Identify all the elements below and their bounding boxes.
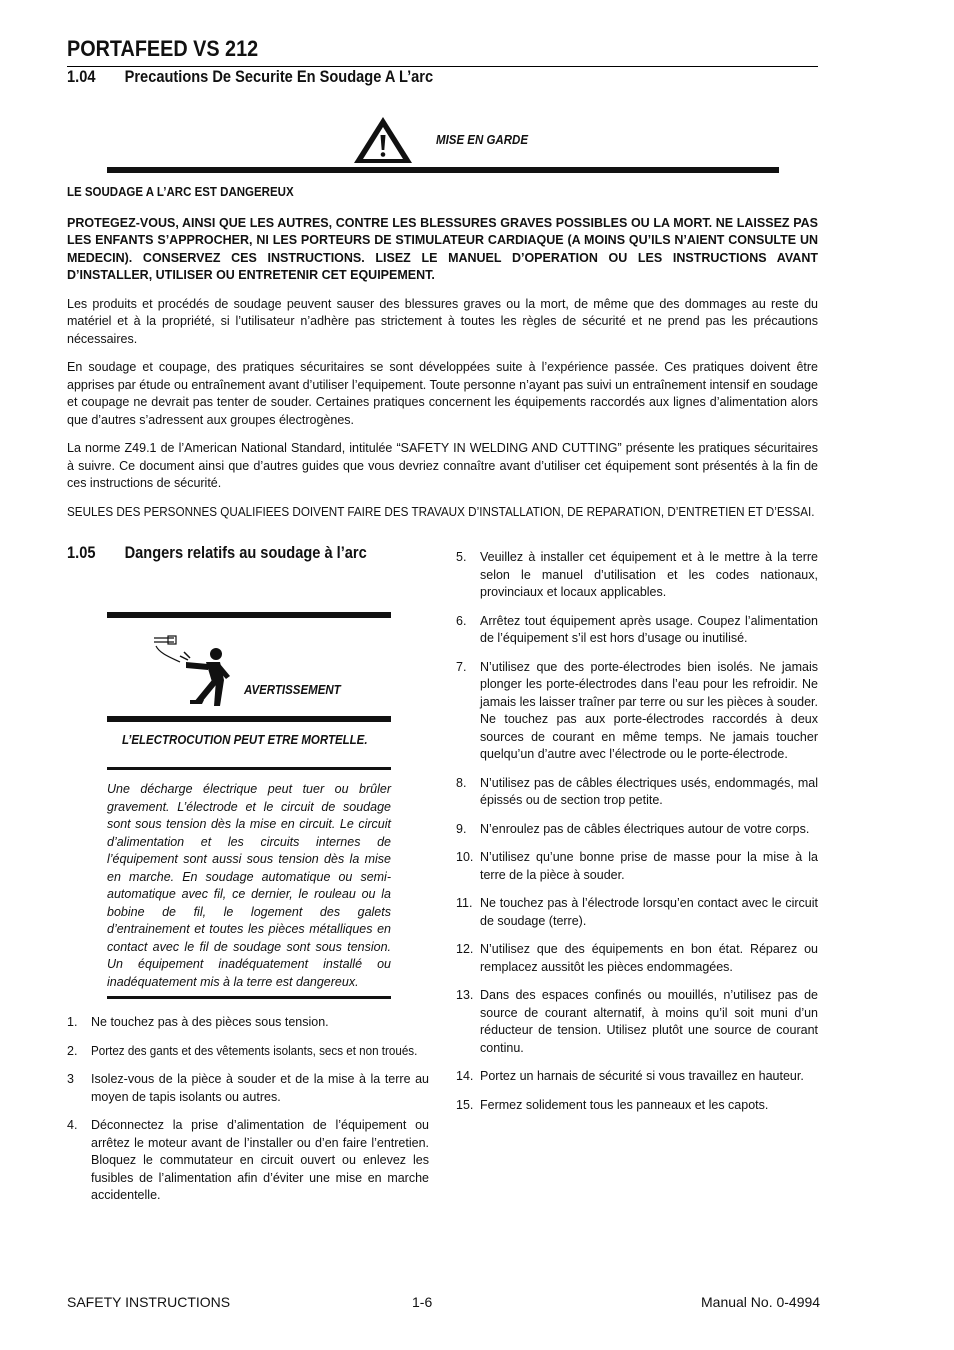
list-item-text: Ne touchez pas à l’électrode lorsqu’en contact avec le circuit de soudage (terre).	[480, 896, 818, 928]
list-item	[456, 849, 818, 884]
list-item-number: 7.	[456, 659, 467, 674]
warning-bar	[107, 167, 779, 173]
list-item-number: 5.	[456, 550, 467, 564]
bold-warning-paragraph: PROTEGEZ-VOUS, AINSI QUE LES AUTRES, CONTRE LES BLESSURES GRAVES POSSIBLES OU LA MORT. NE LAISSEZ PAS LES ENFANTS S’APPROCHER, NI LES PORTEURS DE STIMULATEUR CARDIAQUE (A MOINS QU’ILS N’AIENT CONSULTE UN MEDECIN). CONSERVEZ CES INSTRUCTIONS. LISEZ LE MANUEL D’OPERATION OU LES INSTRUCTIONS AVANT D’INSTALLER, UTILISER OU ENTRETENIR CET EQUIPEMENT.	[67, 215, 818, 282]
avertissement-label: AVERTISSEMENT	[244, 683, 341, 697]
section-104-number: 1.04	[67, 67, 96, 86]
list-item-text: Dans des espaces confinés ou mouillés, n’utilisez pas de source de courant alternatif, à moins qu’il soit muni d’un réducteur de tension. Utilisez plutôt une source de courant continu.	[480, 988, 818, 1055]
list-item-text: N’enroulez pas de câbles électriques autour de votre corps.	[480, 821, 810, 836]
paragraph-4: SEULES DES PERSONNES QUALIFIEES DOIVENT FAIRE DES TRAVAUX D’INSTALLATION, DE REPARATION, D’ENTRETIEN ET D’ESSAI.	[67, 504, 815, 519]
electrocution-icon	[150, 632, 240, 710]
list-item-text: Isolez-vous de la pièce à souder et de la mise à la terre au moyen de tapis isolants ou autres.	[91, 1072, 429, 1104]
warning-triangle-icon	[353, 116, 413, 164]
list-item-text: N’utilisez que des équipements en bon état. Réparez ou remplacez aussitôt les pièces endommagées.	[480, 942, 818, 974]
section-105-title: Dangers relatifs au soudage à l’arc	[124, 543, 367, 562]
section-105-heading	[67, 543, 367, 563]
avertissement-top-bar	[107, 612, 391, 618]
list-item-number: 3	[67, 1072, 74, 1086]
list-item-text: N’utilisez que des porte-électrodes bien isolés. Ne jamais plonger les porte-électrodes dans l’eau pour les refroidir. Ne jamais les laisser traîner par terre ou sur les pièces à souder. Ne touchez pas aux porte-électrodes raccordés à deux sources de courant en même temps. Ne jamais toucher quelqu’un d’autre avec l’électrode ou le porte-électrode.	[480, 659, 818, 761]
list-item-number: 11.	[456, 896, 473, 910]
section-104-heading	[67, 67, 433, 87]
list-item-number: 10.	[456, 850, 474, 864]
section-104-title: Precautions De Securite En Soudage A L’arc	[124, 67, 434, 86]
footer-manual-number: Manual No. 0-4994	[701, 1294, 821, 1310]
list-item-text: N’utilisez pas de câbles électriques usés, endommagés, mal épissés ou de section trop petite.	[480, 775, 818, 807]
list-item-number: 14.	[456, 1069, 474, 1083]
list-item-text: Fermez solidement tous les panneaux et les capots.	[480, 1097, 769, 1112]
section-105-number: 1.05	[67, 543, 96, 562]
list-item	[456, 659, 818, 764]
list-item-number: 15.	[456, 1097, 474, 1112]
list-item-number: 6.	[456, 613, 467, 628]
list-item-number: 4.	[67, 1118, 78, 1132]
paragraph-2: En soudage et coupage, des pratiques sécuritaires se sont développées suite à l’expérience passée. Ces pratiques doivent être apprises par étude ou entraînement avant d’utiliser l’equipement. Toute personne n’ayant pas suivi un entraînement intensif en soudage et coupage ne devrait pas tenter de souder. Certaines pratiques concernent les équipements raccordés aux lignes d’alimentation alors que d’autres s’adressent aux groupes électrogènes.	[67, 360, 818, 427]
list-item	[67, 1014, 429, 1032]
list-item-text: Portez des gants et des vêtements isolants, secs et non troués.	[91, 1043, 418, 1058]
electrocution-title: L’ELECTROCUTION PEUT ETRE MORTELLE.	[122, 733, 368, 747]
list-item	[456, 895, 818, 930]
electrocution-rule	[107, 767, 391, 770]
footer-page-number: 1-6	[412, 1294, 433, 1310]
footer-left: SAFETY INSTRUCTIONS	[67, 1294, 231, 1310]
section-104-body	[67, 184, 818, 532]
list-item-number: 8.	[456, 775, 467, 790]
list-item-number: 2.	[67, 1043, 78, 1058]
left-danger-list	[67, 1014, 429, 1216]
list-item	[67, 1117, 429, 1205]
list-item	[67, 1071, 429, 1106]
list-item	[456, 613, 818, 648]
list-item-text: Ne touchez pas à des pièces sous tension.	[91, 1015, 329, 1029]
list-item	[456, 941, 818, 976]
paragraph-1: Les produits et procédés de soudage peuvent sauser des blessures graves ou la mort, de même que des dommages au reste du matériel et à la propriété, si l’utilisateur n’adhère pas strictement à toutes les règles de sécurité et ne prend pas les précautions nécessaires.	[67, 296, 818, 346]
list-item-text: Veuillez à installer cet équipement et à le mettre à la terre selon le manuel d’utilisation et les codes nationaux, provinciaux et locaux applicables.	[480, 550, 818, 599]
list-item	[456, 821, 818, 839]
list-item	[456, 549, 818, 602]
mise-en-garde-label: MISE EN GARDE	[436, 133, 529, 147]
list-item-text: Portez un harnais de sécurité si vous travaillez en hauteur.	[480, 1069, 804, 1083]
avertissement-bottom-bar	[107, 716, 391, 722]
list-item	[67, 1043, 429, 1061]
subheading-dangereux: LE SOUDAGE A L’ARC EST DANGEREUX	[67, 185, 294, 199]
list-item	[456, 775, 818, 810]
electrocution-warning-text: Une décharge électrique peut tuer ou brûler gravement. L’électrode et le circuit de soudage sont sous tension dès la mise en circuit. Le circuit d’alimentation et les circuits internes de l’équipement sont aussi sous tension dès la mise en marche. En soudage automatique ou semi-automatique avec fil, ce dernier, le rouleau ou la bobine de fil, le logement des galets d’entrainement et toutes les pièces métalliques en contact avec le fil de soudage sont sous tension. Un équipement inadéquatement installé ou inadéquatement mis à la terre est dangereux.	[107, 782, 391, 989]
list-item	[456, 1068, 818, 1086]
list-item	[456, 1097, 818, 1115]
electrocution-bottom-rule	[107, 996, 391, 999]
list-item-number: 1.	[67, 1015, 78, 1029]
page-title: PORTAFEED VS 212	[67, 36, 259, 61]
list-item-text: N’utilisez qu’une bonne prise de masse pour la mise à la terre de la pièce à souder.	[480, 850, 818, 882]
list-item-text: Arrêtez tout équipement après usage. Coupez l’alimentation de l’équipement s’il est hors d’usage ou inutilisé.	[480, 613, 818, 645]
list-item-number: 12.	[456, 942, 474, 956]
paragraph-3: La norme Z49.1 de l’American National Standard, intitulée “SAFETY IN WELDING AND CUTTING” présente les pratiques sécuritaires à suivre. Ce document ainsi que d’autres guides que vous devriez connaître avant d’utiliser cet équipement sont présentés à la fin de ces instructions de sécurité.	[67, 441, 818, 490]
list-item-number: 13.	[456, 988, 474, 1002]
list-item-text: Déconnectez la prise d’alimentation de l’équipement ou arrêtez le moteur avant de l’installer ou d’en faire l’entretien. Bloquez le commutateur en circuit ouvert ou enlevez les fusibles de l’alimentation afin d’éviter une mise en marche accidentelle.	[91, 1118, 429, 1202]
list-item-number: 9.	[456, 821, 467, 836]
right-danger-list	[456, 549, 818, 1125]
list-item	[456, 987, 818, 1057]
